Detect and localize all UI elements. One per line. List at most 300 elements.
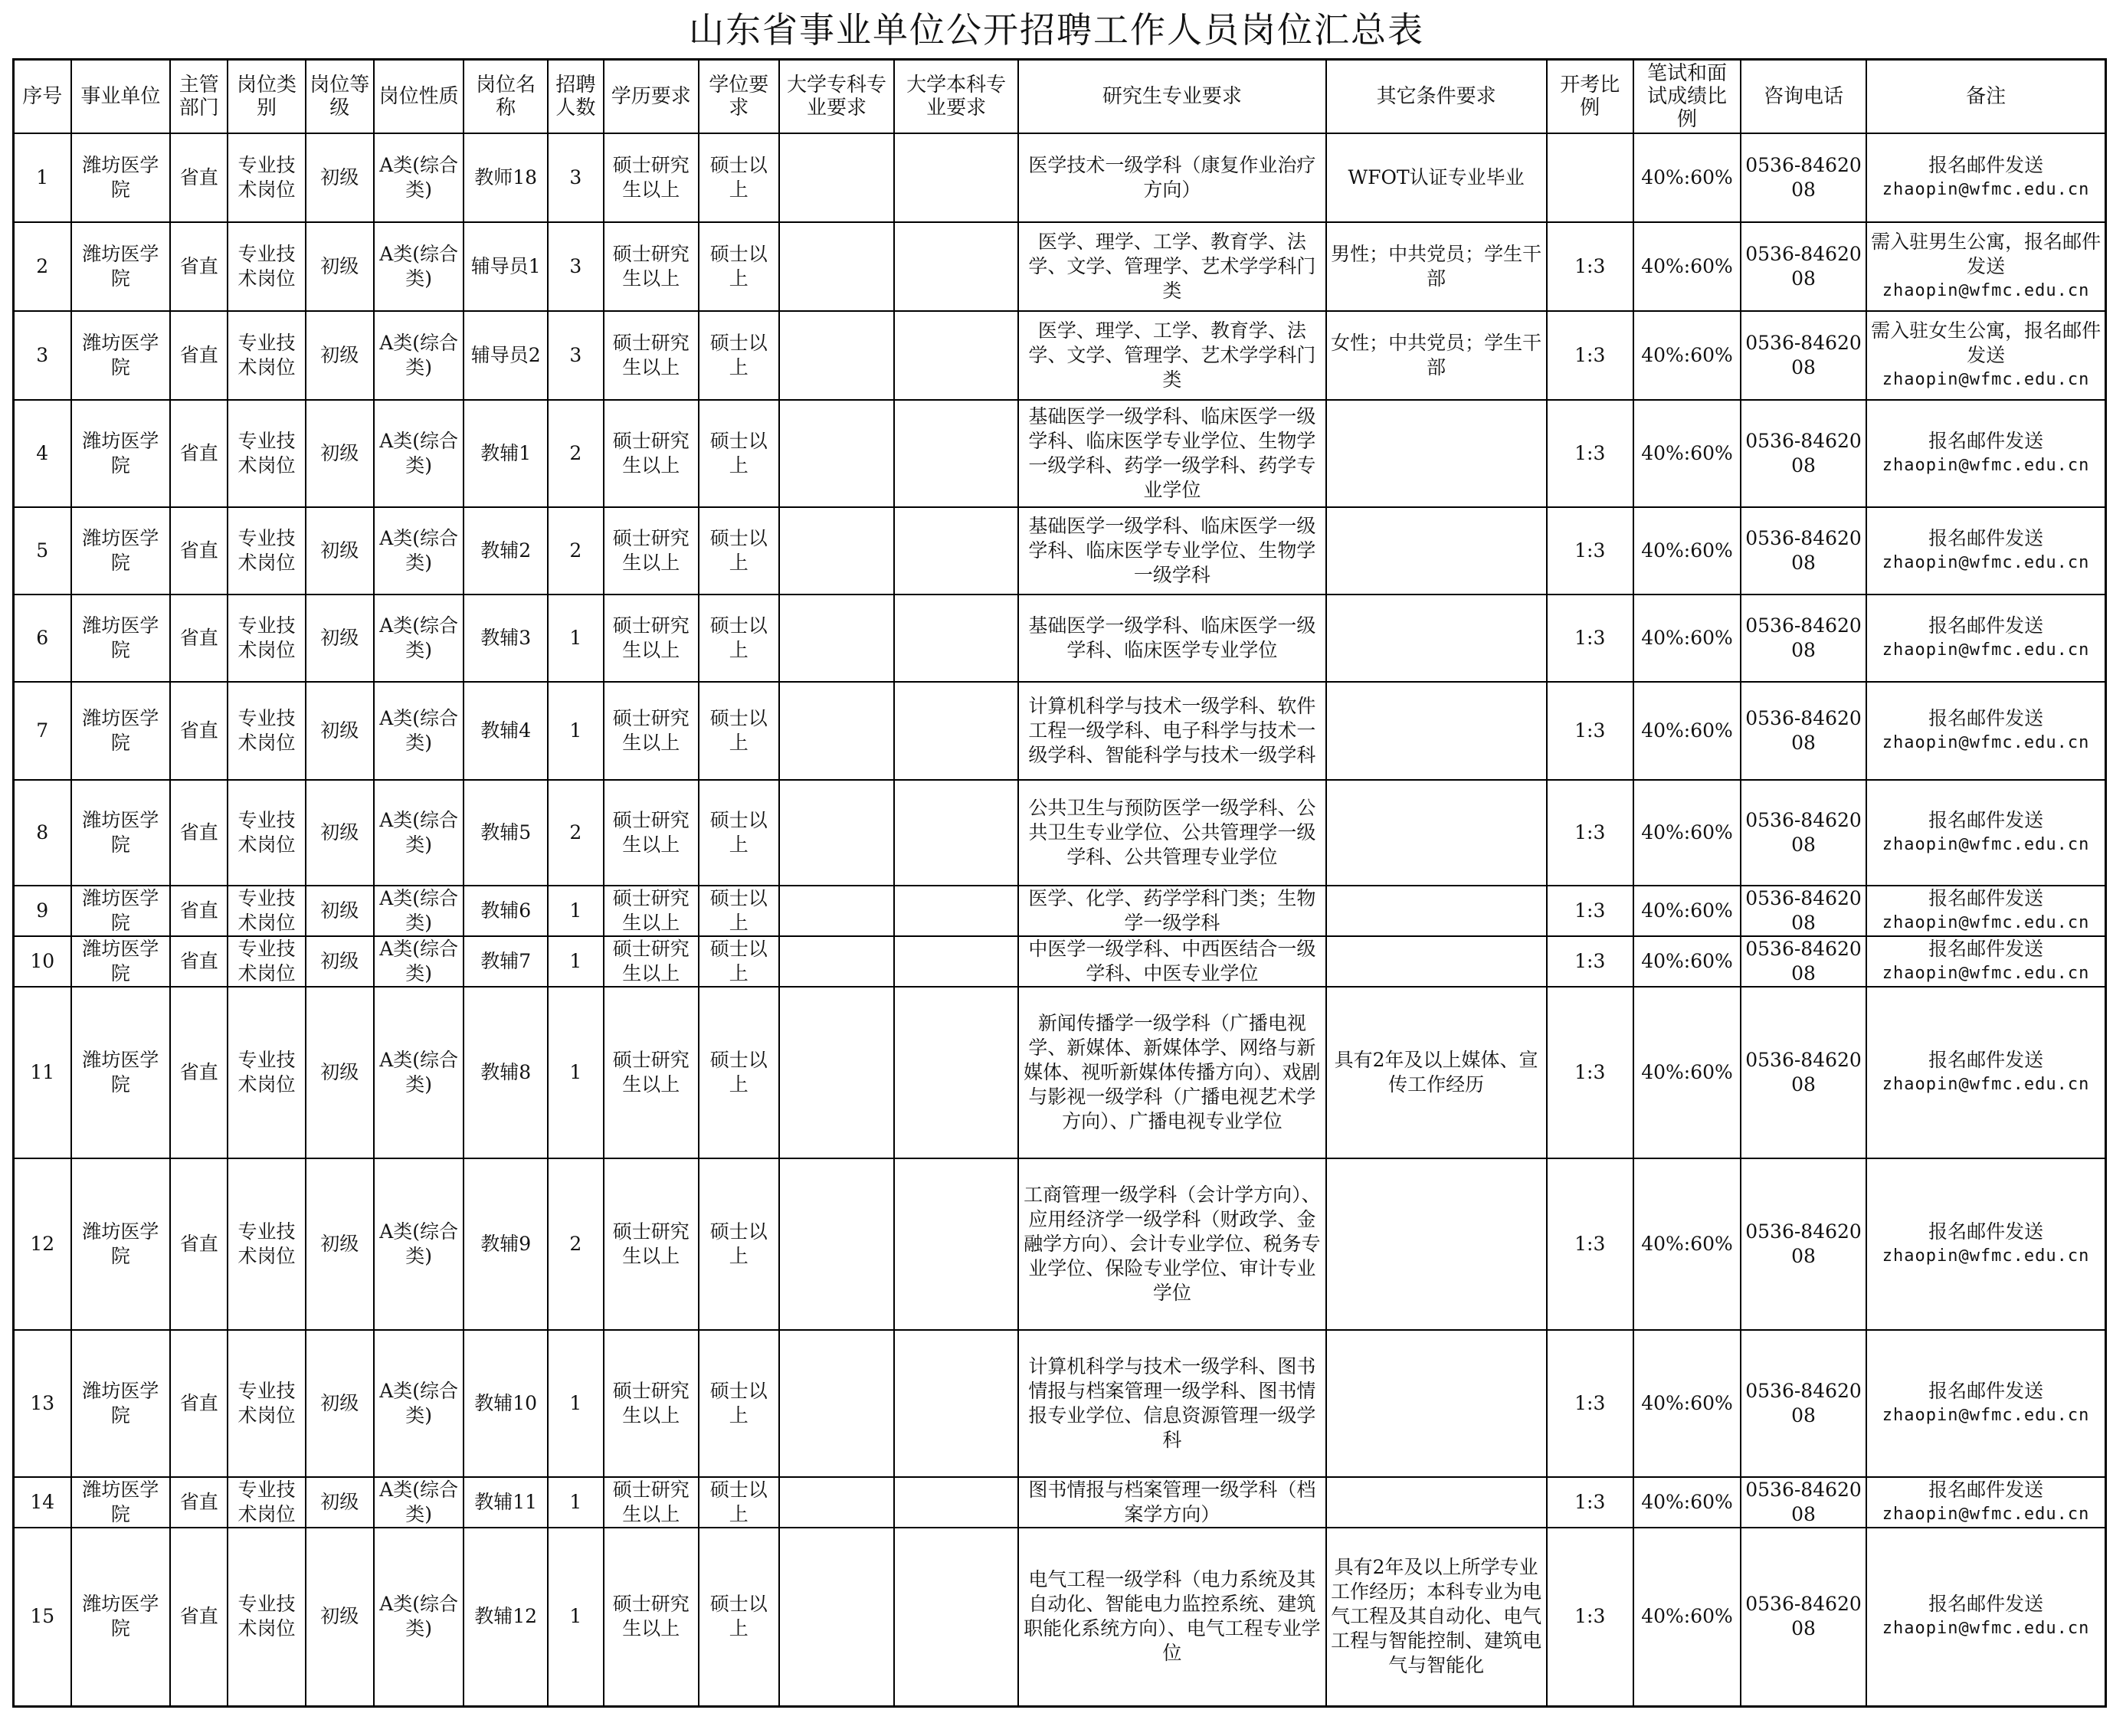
cell-college [779, 133, 894, 222]
cell-unit: 潍坊医学院 [71, 886, 171, 936]
cell-degree: 硕士以上 [699, 400, 779, 507]
remark-text: 需入驻女生公寓，报名邮件发送 [1871, 319, 2102, 366]
cell-level: 初级 [306, 682, 374, 780]
cell-nature: A类(综合类) [374, 400, 464, 507]
cell-remark [1866, 1528, 2105, 1707]
cell-college [779, 987, 894, 1158]
cell-edu: 硕士研究生以上 [604, 594, 699, 682]
table-row [14, 1330, 2106, 1477]
header-remark: 备注 [1866, 60, 2105, 133]
cell-level: 初级 [306, 594, 374, 682]
cell-score: 40%:60% [1633, 682, 1741, 780]
cell-ratio: 1:3 [1547, 1330, 1634, 1477]
cell-bachelor [894, 682, 1018, 780]
cell-category: 专业技术岗位 [228, 936, 305, 987]
table-row [14, 682, 2106, 780]
cell-count: 2 [548, 780, 604, 886]
cell-category: 专业技术岗位 [228, 594, 305, 682]
cell-count: 1 [548, 594, 604, 682]
cell-count: 1 [548, 936, 604, 987]
cell-score: 40%:60% [1633, 594, 1741, 682]
cell-grad: 医学、化学、药学学科门类；生物学一级学科 [1018, 886, 1325, 936]
cell-nature: A类(综合类) [374, 780, 464, 886]
cell-nature: A类(综合类) [374, 1477, 464, 1528]
cell-nature: A类(综合类) [374, 987, 464, 1158]
header-bachelor: 大学本科专业要求 [894, 60, 1018, 133]
cell-college [779, 1158, 894, 1330]
cell-level: 初级 [306, 311, 374, 400]
cell-degree: 硕士以上 [699, 987, 779, 1158]
cell-level: 初级 [306, 987, 374, 1158]
table-row [14, 1477, 2106, 1528]
cell-phone: 0536-8462008 [1741, 886, 1866, 936]
cell-position-name: 教辅5 [464, 780, 547, 886]
cell-grad: 计算机科学与技术一级学科、图书情报与档案管理一级学科、图书情报专业学位、信息资源管理一级学科 [1018, 1330, 1325, 1477]
cell-grad: 中医学一级学科、中西医结合一级学科、中医专业学位 [1018, 936, 1325, 987]
cell-count: 1 [548, 682, 604, 780]
cell-no: 7 [14, 682, 71, 780]
cell-ratio: 1:3 [1547, 682, 1634, 780]
table-row [14, 987, 2106, 1158]
cell-degree: 硕士以上 [699, 594, 779, 682]
cell-phone: 0536-8462008 [1741, 1330, 1866, 1477]
cell-remark [1866, 133, 2105, 222]
remark-text: 报名邮件发送 [1928, 937, 2044, 960]
cell-degree: 硕士以上 [699, 311, 779, 400]
cell-dept: 省直 [170, 311, 228, 400]
header-other: 其它条件要求 [1326, 60, 1547, 133]
cell-count: 1 [548, 1330, 604, 1477]
cell-degree: 硕士以上 [699, 1528, 779, 1707]
cell-category: 专业技术岗位 [228, 507, 305, 594]
cell-score: 40%:60% [1633, 1528, 1741, 1707]
cell-category: 专业技术岗位 [228, 682, 305, 780]
cell-dept: 省直 [170, 1158, 228, 1330]
remark-text: 报名邮件发送 [1928, 1379, 2044, 1402]
cell-level: 初级 [306, 222, 374, 311]
cell-phone: 0536-8462008 [1741, 222, 1866, 311]
table-row [14, 1158, 2106, 1330]
cell-unit: 潍坊医学院 [71, 987, 171, 1158]
cell-bachelor [894, 222, 1018, 311]
table-row [14, 780, 2106, 886]
header-dept: 主管部门 [170, 60, 228, 133]
cell-edu: 硕士研究生以上 [604, 886, 699, 936]
cell-phone: 0536-8462008 [1741, 311, 1866, 400]
header-degree: 学位要求 [699, 60, 779, 133]
cell-nature: A类(综合类) [374, 222, 464, 311]
cell-category: 专业技术岗位 [228, 1477, 305, 1528]
cell-count: 1 [548, 886, 604, 936]
header-level: 岗位等级 [306, 60, 374, 133]
cell-count: 1 [548, 1477, 604, 1528]
cell-score: 40%:60% [1633, 1158, 1741, 1330]
cell-other [1326, 1330, 1547, 1477]
cell-no: 9 [14, 886, 71, 936]
cell-nature: A类(综合类) [374, 594, 464, 682]
header-nature: 岗位性质 [374, 60, 464, 133]
cell-edu: 硕士研究生以上 [604, 682, 699, 780]
cell-degree: 硕士以上 [699, 780, 779, 886]
cell-college [779, 1477, 894, 1528]
cell-grad: 电气工程一级学科（电力系统及其自动化、智能电力监控系统、建筑职能化系统方向）、电气工程专业学位 [1018, 1528, 1325, 1707]
cell-score: 40%:60% [1633, 987, 1741, 1158]
cell-unit: 潍坊医学院 [71, 1330, 171, 1477]
header-unit: 事业单位 [71, 60, 171, 133]
cell-dept: 省直 [170, 400, 228, 507]
cell-category: 专业技术岗位 [228, 1158, 305, 1330]
remark-email: zhaopin@wfmc.edu.cn [1882, 963, 2090, 983]
cell-dept: 省直 [170, 1528, 228, 1707]
cell-no: 8 [14, 780, 71, 886]
cell-position-name: 教辅7 [464, 936, 547, 987]
cell-college [779, 507, 894, 594]
cell-category: 专业技术岗位 [228, 780, 305, 886]
cell-other [1326, 1477, 1547, 1528]
cell-level: 初级 [306, 1330, 374, 1477]
cell-score: 40%:60% [1633, 1330, 1741, 1477]
cell-degree: 硕士以上 [699, 133, 779, 222]
cell-grad: 工商管理一级学科（会计学方向）、应用经济学一级学科（财政学、金融学方向）、会计专业学位、税务专业学位、保险专业学位、审计专业学位 [1018, 1158, 1325, 1330]
cell-bachelor [894, 1528, 1018, 1707]
cell-count: 3 [548, 311, 604, 400]
cell-dept: 省直 [170, 1330, 228, 1477]
cell-ratio: 1:3 [1547, 594, 1634, 682]
cell-dept: 省直 [170, 987, 228, 1158]
cell-phone: 0536-8462008 [1741, 1528, 1866, 1707]
table-row [14, 400, 2106, 507]
cell-ratio: 1:3 [1547, 222, 1634, 311]
cell-other [1326, 594, 1547, 682]
cell-category: 专业技术岗位 [228, 886, 305, 936]
cell-level: 初级 [306, 1158, 374, 1330]
cell-grad: 新闻传播学一级学科（广播电视学、新媒体、新媒体学、网络与新媒体、视听新媒体传播方向）、戏剧与影视一级学科（广播电视艺术学方向）、广播电视专业学位 [1018, 987, 1325, 1158]
cell-position-name: 教辅3 [464, 594, 547, 682]
cell-unit: 潍坊医学院 [71, 1528, 171, 1707]
remark-text: 报名邮件发送 [1928, 886, 2044, 909]
cell-ratio: 1:3 [1547, 1528, 1634, 1707]
cell-phone: 0536-8462008 [1741, 1477, 1866, 1528]
cell-phone: 0536-8462008 [1741, 507, 1866, 594]
header-no: 序号 [14, 60, 71, 133]
cell-category: 专业技术岗位 [228, 987, 305, 1158]
cell-no: 10 [14, 936, 71, 987]
cell-category: 专业技术岗位 [228, 222, 305, 311]
cell-position-name: 辅导员1 [464, 222, 547, 311]
remark-email: zhaopin@wfmc.edu.cn [1882, 280, 2090, 300]
cell-college [779, 594, 894, 682]
cell-level: 初级 [306, 886, 374, 936]
cell-college [779, 1528, 894, 1707]
header-score: 笔试和面试成绩比例 [1633, 60, 1741, 133]
positions-table [12, 58, 2107, 1708]
cell-position-name: 教辅1 [464, 400, 547, 507]
cell-score: 40%:60% [1633, 886, 1741, 936]
cell-unit: 潍坊医学院 [71, 311, 171, 400]
cell-bachelor [894, 133, 1018, 222]
cell-score: 40%:60% [1633, 133, 1741, 222]
cell-phone: 0536-8462008 [1741, 1158, 1866, 1330]
remark-text: 报名邮件发送 [1928, 153, 2044, 176]
remark-text: 需入驻男生公寓，报名邮件发送 [1871, 230, 2102, 277]
cell-ratio: 1:3 [1547, 400, 1634, 507]
cell-count: 3 [548, 222, 604, 311]
cell-nature: A类(综合类) [374, 1528, 464, 1707]
cell-grad: 计算机科学与技术一级学科、软件工程一级学科、电子科学与技术一级学科、智能科学与技术一级学科 [1018, 682, 1325, 780]
table-row [14, 936, 2106, 987]
cell-no: 13 [14, 1330, 71, 1477]
cell-no: 6 [14, 594, 71, 682]
cell-other [1326, 682, 1547, 780]
cell-edu: 硕士研究生以上 [604, 936, 699, 987]
cell-unit: 潍坊医学院 [71, 222, 171, 311]
cell-count: 2 [548, 507, 604, 594]
cell-ratio: 1:3 [1547, 507, 1634, 594]
cell-degree: 硕士以上 [699, 1330, 779, 1477]
cell-bachelor [894, 1330, 1018, 1477]
table-row [14, 507, 2106, 594]
cell-position-name: 教师18 [464, 133, 547, 222]
cell-college [779, 682, 894, 780]
table-row [14, 886, 2106, 936]
cell-other [1326, 886, 1547, 936]
cell-degree: 硕士以上 [699, 682, 779, 780]
cell-dept: 省直 [170, 507, 228, 594]
remark-email: zhaopin@wfmc.edu.cn [1882, 912, 2090, 932]
cell-edu: 硕士研究生以上 [604, 311, 699, 400]
cell-remark [1866, 594, 2105, 682]
cell-count: 3 [548, 133, 604, 222]
cell-remark [1866, 1158, 2105, 1330]
cell-edu: 硕士研究生以上 [604, 222, 699, 311]
cell-position-name: 教辅12 [464, 1528, 547, 1707]
cell-degree: 硕士以上 [699, 1158, 779, 1330]
cell-bachelor [894, 886, 1018, 936]
cell-nature: A类(综合类) [374, 682, 464, 780]
cell-grad: 医学技术一级学科（康复作业治疗方向） [1018, 133, 1325, 222]
cell-edu: 硕士研究生以上 [604, 133, 699, 222]
remark-text: 报名邮件发送 [1928, 808, 2044, 831]
cell-phone: 0536-8462008 [1741, 987, 1866, 1158]
remark-email: zhaopin@wfmc.edu.cn [1882, 834, 2090, 854]
cell-category: 专业技术岗位 [228, 400, 305, 507]
cell-remark [1866, 507, 2105, 594]
remark-email: zhaopin@wfmc.edu.cn [1882, 640, 2090, 660]
cell-bachelor [894, 400, 1018, 507]
cell-level: 初级 [306, 1477, 374, 1528]
cell-ratio: 1:3 [1547, 886, 1634, 936]
cell-position-name: 教辅9 [464, 1158, 547, 1330]
remark-email: zhaopin@wfmc.edu.cn [1882, 1246, 2090, 1266]
cell-edu: 硕士研究生以上 [604, 1330, 699, 1477]
cell-remark [1866, 886, 2105, 936]
cell-ratio: 1:3 [1547, 936, 1634, 987]
remark-email: zhaopin@wfmc.edu.cn [1882, 1504, 2090, 1524]
cell-nature: A类(综合类) [374, 936, 464, 987]
cell-level: 初级 [306, 507, 374, 594]
cell-dept: 省直 [170, 780, 228, 886]
cell-bachelor [894, 594, 1018, 682]
cell-score: 40%:60% [1633, 1477, 1741, 1528]
remark-text: 报名邮件发送 [1928, 1478, 2044, 1501]
cell-count: 2 [548, 1158, 604, 1330]
table-body [14, 133, 2106, 1707]
cell-degree: 硕士以上 [699, 222, 779, 311]
table-header-row [14, 60, 2106, 133]
cell-remark [1866, 780, 2105, 886]
header-phone: 咨询电话 [1741, 60, 1866, 133]
cell-other: 具有2年及以上所学专业工作经历；本科专业为电气工程及其自动化、电气工程与智能控制、建筑电气与智能化 [1326, 1528, 1547, 1707]
header-category: 岗位类别 [228, 60, 305, 133]
cell-nature: A类(综合类) [374, 311, 464, 400]
cell-college [779, 780, 894, 886]
cell-dept: 省直 [170, 1477, 228, 1528]
cell-phone: 0536-8462008 [1741, 594, 1866, 682]
cell-level: 初级 [306, 1528, 374, 1707]
cell-level: 初级 [306, 936, 374, 987]
cell-college [779, 886, 894, 936]
cell-college [779, 1330, 894, 1477]
remark-text: 报名邮件发送 [1928, 1220, 2044, 1243]
cell-position-name: 教辅10 [464, 1330, 547, 1477]
cell-dept: 省直 [170, 936, 228, 987]
cell-no: 15 [14, 1528, 71, 1707]
cell-grad: 公共卫生与预防医学一级学科、公共卫生专业学位、公共管理学一级学科、公共管理专业学位 [1018, 780, 1325, 886]
remark-text: 报名邮件发送 [1928, 1048, 2044, 1071]
cell-unit: 潍坊医学院 [71, 682, 171, 780]
cell-other: 女性；中共党员；学生干部 [1326, 311, 1547, 400]
cell-degree: 硕士以上 [699, 1477, 779, 1528]
cell-remark [1866, 936, 2105, 987]
cell-level: 初级 [306, 780, 374, 886]
cell-edu: 硕士研究生以上 [604, 987, 699, 1158]
cell-remark [1866, 987, 2105, 1158]
cell-unit: 潍坊医学院 [71, 400, 171, 507]
cell-remark [1866, 682, 2105, 780]
cell-nature: A类(综合类) [374, 507, 464, 594]
cell-edu: 硕士研究生以上 [604, 400, 699, 507]
cell-no: 4 [14, 400, 71, 507]
cell-level: 初级 [306, 400, 374, 507]
cell-no: 12 [14, 1158, 71, 1330]
cell-ratio: 1:3 [1547, 987, 1634, 1158]
cell-edu: 硕士研究生以上 [604, 780, 699, 886]
cell-score: 40%:60% [1633, 400, 1741, 507]
cell-unit: 潍坊医学院 [71, 1477, 171, 1528]
cell-grad: 基础医学一级学科、临床医学一级学科、临床医学专业学位、生物学一级学科 [1018, 507, 1325, 594]
remark-email: zhaopin@wfmc.edu.cn [1882, 1405, 2090, 1425]
remark-email: zhaopin@wfmc.edu.cn [1882, 455, 2090, 475]
cell-ratio [1547, 133, 1634, 222]
table-row [14, 222, 2106, 311]
remark-text: 报名邮件发送 [1928, 526, 2044, 549]
remark-email: zhaopin@wfmc.edu.cn [1882, 732, 2090, 752]
remark-email: zhaopin@wfmc.edu.cn [1882, 369, 2090, 389]
cell-bachelor [894, 311, 1018, 400]
cell-phone: 0536-8462008 [1741, 400, 1866, 507]
cell-college [779, 222, 894, 311]
cell-bachelor [894, 507, 1018, 594]
cell-no: 11 [14, 987, 71, 1158]
cell-score: 40%:60% [1633, 780, 1741, 886]
cell-bachelor [894, 936, 1018, 987]
cell-other: 男性；中共党员；学生干部 [1326, 222, 1547, 311]
cell-bachelor [894, 1158, 1018, 1330]
document-title: 山东省事业单位公开招聘工作人员岗位汇总表 [689, 9, 1424, 51]
cell-no: 14 [14, 1477, 71, 1528]
cell-nature: A类(综合类) [374, 1158, 464, 1330]
cell-unit: 潍坊医学院 [71, 594, 171, 682]
cell-college [779, 311, 894, 400]
cell-category: 专业技术岗位 [228, 311, 305, 400]
remark-email: zhaopin@wfmc.edu.cn [1882, 1619, 2090, 1639]
cell-dept: 省直 [170, 222, 228, 311]
cell-bachelor [894, 987, 1018, 1158]
table-row [14, 594, 2106, 682]
remark-email: zhaopin@wfmc.edu.cn [1882, 552, 2090, 572]
cell-ratio: 1:3 [1547, 1158, 1634, 1330]
cell-edu: 硕士研究生以上 [604, 1158, 699, 1330]
cell-unit: 潍坊医学院 [71, 780, 171, 886]
cell-unit: 潍坊医学院 [71, 1158, 171, 1330]
cell-other [1326, 780, 1547, 886]
remark-email: zhaopin@wfmc.edu.cn [1882, 1074, 2090, 1094]
cell-no: 5 [14, 507, 71, 594]
cell-nature: A类(综合类) [374, 886, 464, 936]
cell-phone: 0536-8462008 [1741, 133, 1866, 222]
cell-count: 2 [548, 400, 604, 507]
cell-other [1326, 1158, 1547, 1330]
header-grad: 研究生专业要求 [1018, 60, 1325, 133]
cell-category: 专业技术岗位 [228, 1330, 305, 1477]
cell-remark [1866, 400, 2105, 507]
table-row [14, 1528, 2106, 1707]
remark-text: 报名邮件发送 [1928, 706, 2044, 729]
cell-score: 40%:60% [1633, 507, 1741, 594]
cell-other [1326, 400, 1547, 507]
cell-grad: 图书情报与档案管理一级学科（档案学方向） [1018, 1477, 1325, 1528]
cell-position-name: 教辅11 [464, 1477, 547, 1528]
cell-remark [1866, 1330, 2105, 1477]
cell-dept: 省直 [170, 886, 228, 936]
header-edu: 学历要求 [604, 60, 699, 133]
cell-unit: 潍坊医学院 [71, 133, 171, 222]
cell-ratio: 1:3 [1547, 780, 1634, 886]
cell-no: 1 [14, 133, 71, 222]
cell-dept: 省直 [170, 682, 228, 780]
cell-bachelor [894, 780, 1018, 886]
cell-position-name: 教辅8 [464, 987, 547, 1158]
cell-position-name: 教辅4 [464, 682, 547, 780]
cell-ratio: 1:3 [1547, 1477, 1634, 1528]
cell-phone: 0536-8462008 [1741, 936, 1866, 987]
cell-edu: 硕士研究生以上 [604, 1477, 699, 1528]
cell-position-name: 教辅6 [464, 886, 547, 936]
remark-text: 报名邮件发送 [1928, 429, 2044, 452]
cell-nature: A类(综合类) [374, 1330, 464, 1477]
cell-other: 具有2年及以上媒体、宣传工作经历 [1326, 987, 1547, 1158]
cell-score: 40%:60% [1633, 222, 1741, 311]
cell-position-name: 教辅2 [464, 507, 547, 594]
cell-dept: 省直 [170, 133, 228, 222]
cell-edu: 硕士研究生以上 [604, 1528, 699, 1707]
cell-grad: 医学、理学、工学、教育学、法学、文学、管理学、艺术学学科门类 [1018, 311, 1325, 400]
cell-other [1326, 507, 1547, 594]
cell-level: 初级 [306, 133, 374, 222]
cell-category: 专业技术岗位 [228, 133, 305, 222]
cell-college [779, 936, 894, 987]
header-college: 大学专科专业要求 [779, 60, 894, 133]
